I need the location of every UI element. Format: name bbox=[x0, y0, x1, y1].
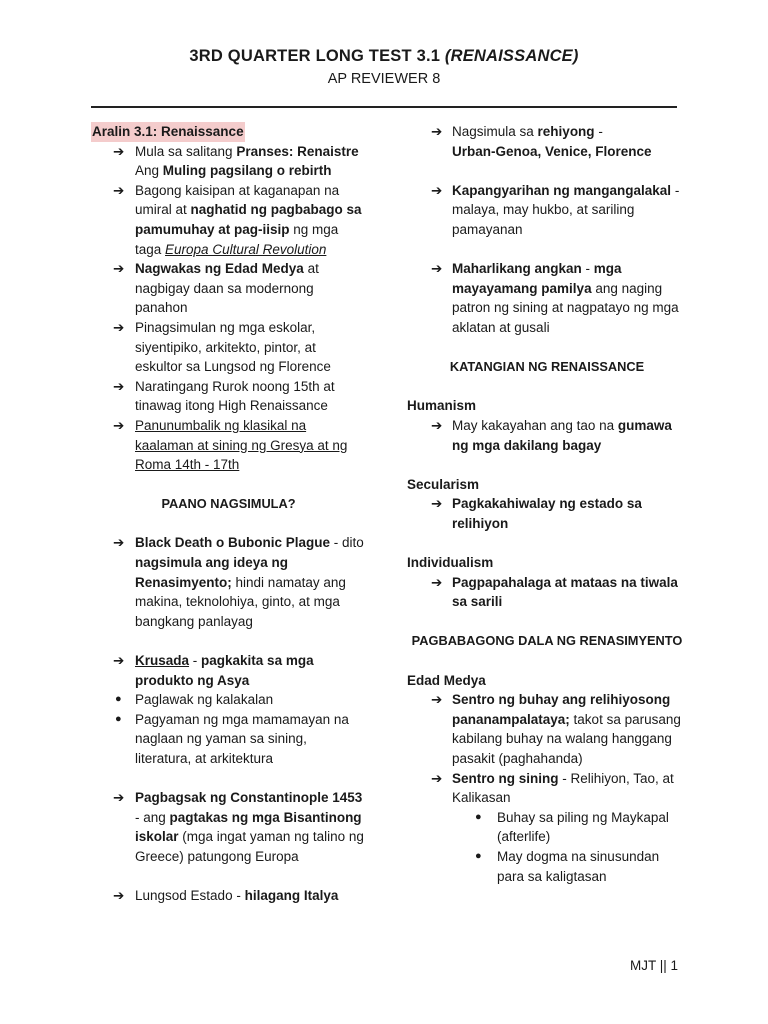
left-column bbox=[91, 122, 366, 906]
bullet-icon: ● bbox=[115, 693, 122, 706]
arrow-icon: ➔ bbox=[113, 417, 125, 433]
underlined-italic-text: Europa Cultural Revolution bbox=[165, 241, 327, 257]
arrow-icon: ➔ bbox=[431, 770, 443, 786]
arrow-icon: ➔ bbox=[113, 143, 125, 159]
arrow-icon: ➔ bbox=[431, 496, 443, 512]
edad-medya-heading: Edad Medya bbox=[407, 672, 486, 688]
bullet-icon: ● bbox=[475, 849, 482, 862]
arrow-icon: ➔ bbox=[113, 653, 125, 669]
list-item-humanism: ➔ May kakayahan ang tao na gumawa ng mga dakilang bagay bbox=[431, 417, 672, 453]
list-item: ➔ Nagwakas ng Edad Medya at nagbigay daan sa modernong panahon bbox=[113, 261, 319, 316]
arrow-icon: ➔ bbox=[431, 182, 443, 198]
list-item-krusada: ➔ Krusada - pagkakita sa mga produkto ng Asya bbox=[113, 653, 314, 688]
arrow-icon: ➔ bbox=[431, 574, 443, 590]
arrow-icon: ➔ bbox=[113, 790, 125, 806]
title-italic: (RENAISSANCE) bbox=[444, 47, 579, 65]
list-item-kapangyarihan: ➔ Kapangyarihan ng mangangalakal - malaya, may hukbo, at sariling pamayanan bbox=[431, 182, 680, 237]
arrow-icon: ➔ bbox=[113, 535, 125, 551]
title-main: 3RD QUARTER LONG TEST 3.1 bbox=[189, 47, 445, 65]
list-item-individualism: ➔ Pagpapahalaga at mataas na tiwala sa sarili bbox=[431, 574, 678, 610]
list-item bbox=[91, 416, 366, 475]
page-title bbox=[0, 47, 768, 66]
arrow-icon: ➔ bbox=[113, 182, 125, 198]
individualism-heading: Individualism bbox=[407, 555, 494, 571]
katangian-heading: KATANGIAN NG RENAISSANCE bbox=[449, 359, 645, 375]
page-header bbox=[0, 47, 768, 87]
page-subtitle: AP REVIEWER 8 bbox=[327, 71, 441, 87]
secularism-heading: Secularism bbox=[407, 476, 480, 492]
sub-bullet-item: ● Buhay sa piling ng Maykapal (afterlife) bbox=[475, 809, 669, 845]
arrow-icon: ➔ bbox=[431, 692, 443, 708]
arrow-icon: ➔ bbox=[431, 417, 443, 433]
list-item-lungsod: ➔ Lungsod Estado - hilagang Italya bbox=[91, 886, 366, 906]
arrow-icon: ➔ bbox=[431, 261, 443, 277]
right-column bbox=[407, 122, 687, 886]
arrow-icon: ➔ bbox=[113, 888, 125, 904]
bullet-item: ● Paglawak ng kalakalan bbox=[91, 690, 366, 710]
arrow-icon: ➔ bbox=[431, 124, 443, 139]
header-divider bbox=[91, 106, 677, 108]
pagbabago-heading: PAGBABAGONG DALA NG RENASIMYENTO bbox=[411, 633, 683, 649]
list-item-rehiyong: ➔ Nagsimula sa rehiyong - Urban-Genoa, Venice, Florence bbox=[431, 124, 652, 159]
list-item-black-death: ➔ Black Death o Bubonic Plague - dito nagsimula ang ideya ng Renasimyento; hindi namatay ang makina, teknolohiya, ginto, at mga bangkang panlayag bbox=[113, 535, 364, 629]
bullet-icon: ● bbox=[475, 810, 482, 823]
list-item: ➔ Pinagsimulan ng mga eskolar, siyentipiko, arkitekto, pintor, at eskultor sa Lungsod ng Florence bbox=[113, 319, 331, 375]
underlined-text: Panunumbalik ng klasikal na kaalaman at sining ng Gresya at ng Roma 14th - 17th bbox=[135, 417, 348, 473]
bullet-icon: ● bbox=[115, 712, 122, 725]
arrow-icon: ➔ bbox=[113, 261, 125, 277]
humanism-heading: Humanism bbox=[407, 398, 477, 414]
paano-heading: PAANO NAGSIMULA? bbox=[161, 496, 296, 512]
arrow-icon: ➔ bbox=[113, 378, 125, 394]
page-footer: MJT || 1 bbox=[629, 958, 678, 973]
list-item-constantinople: ➔ Pagbagsak ng Constantinople 1453 - ang pagtakas ng mga Bisantinong iskolar (mga ingat yaman ng talino ng Greece) patungong Europa bbox=[113, 790, 364, 864]
list-item: ➔ Mula sa salitang Pranses: Renaistre Ang Muling pagsilang o rebirth bbox=[113, 143, 359, 179]
section-title: Aralin 3.1: Renaissance bbox=[91, 122, 245, 142]
list-item-sentro-sining: ➔ Sentro ng sining - Relihiyon, Tao, at Kalikasan bbox=[431, 770, 674, 806]
list-item: ➔ Bagong kaisipan at kaganapan na umiral at naghatid ng pagbabago sa pamumuhay at pag-iisip ng mga taga Europa Cultural Revolution bbox=[113, 182, 362, 257]
list-item: ➔ Naratingang Rurok noong 15th at tinawag itong High Renaissance bbox=[113, 378, 335, 414]
list-item-secularism: ➔ Pagkakahiwalay ng estado sa relihiyon bbox=[431, 496, 642, 531]
bullet-item: ● Pagyaman ng mga mamamayan na naglaan ng yaman sa sining, literatura, at arkitektura bbox=[115, 711, 349, 766]
arrow-icon: ➔ bbox=[113, 319, 125, 335]
list-item-maharlikang: ➔ Maharlikang angkan - mga mayayamang pamilya ang naging patron ng sining at nagpatayo ng mga aklatan at gusali bbox=[431, 261, 679, 335]
sub-bullet-item: ● May dogma na sinusundan para sa kaligtasan bbox=[475, 848, 660, 884]
list-item-sentro-buhay: ➔ Sentro ng buhay ang relihiyosong pananampalataya; takot sa parusang kabilang buhay na walang hanggang pasakit (paghahanda) bbox=[431, 692, 681, 766]
